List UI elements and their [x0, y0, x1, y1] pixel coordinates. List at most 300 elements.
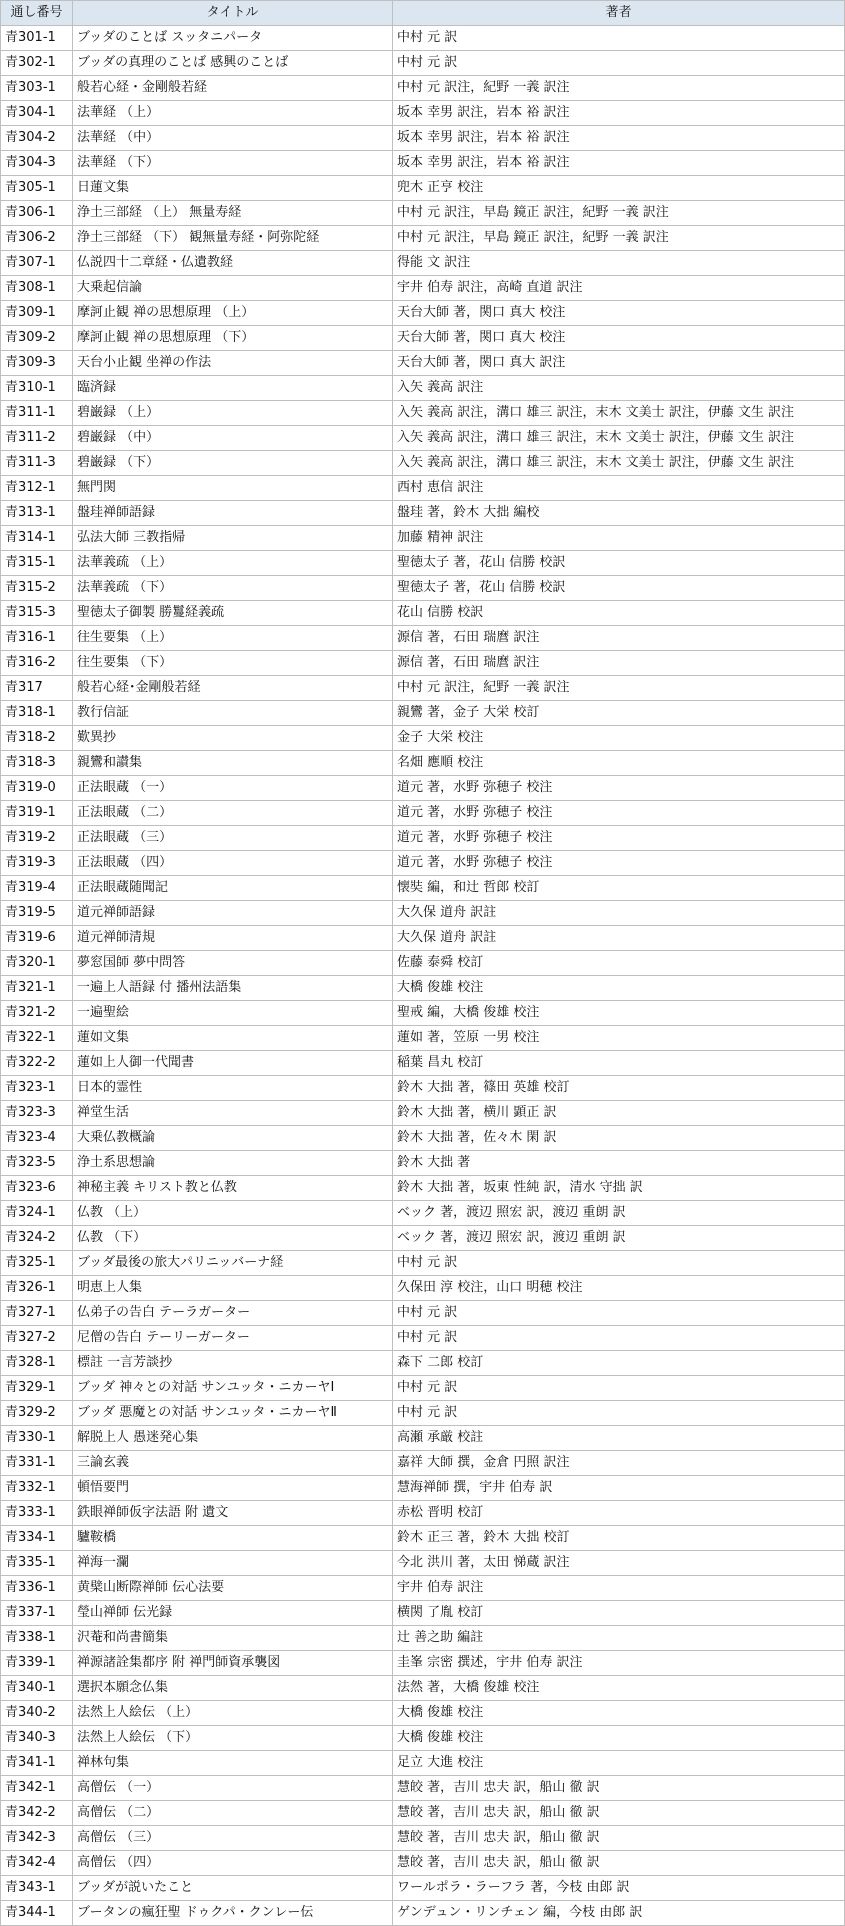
title-cell: 日蓮文集: [73, 176, 393, 201]
table-row: [1, 101, 845, 126]
title-cell: 盤珪禅師語録: [73, 501, 393, 526]
serial-number-cell: 青309-2: [1, 326, 73, 351]
table-row: [1, 201, 845, 226]
title-cell: 歎異抄: [73, 726, 393, 751]
author-cell: 久保田 淳 校注，山口 明穂 校注: [393, 1276, 845, 1301]
title-cell: 夢窓国師 夢中問答: [73, 951, 393, 976]
author-cell: ワールポラ・ラーフラ 著，今枝 由郎 訳: [393, 1876, 845, 1901]
table-row: [1, 1326, 845, 1351]
serial-number-cell: 青309-1: [1, 301, 73, 326]
author-cell: 親鸞 著，金子 大栄 校訂: [393, 701, 845, 726]
author-cell: 源信 著，石田 瑞麿 訳注: [393, 626, 845, 651]
serial-number-cell: 青342-4: [1, 1851, 73, 1876]
author-cell: 宇井 伯寿 訳注，高崎 直道 訳注: [393, 276, 845, 301]
title-cell: 法華経 （下）: [73, 151, 393, 176]
title-cell: 正法眼蔵 （二）: [73, 801, 393, 826]
serial-number-cell: 青312-1: [1, 476, 73, 501]
title-cell: 正法眼蔵 （四）: [73, 851, 393, 876]
title-cell: 碧巌録 （下）: [73, 451, 393, 476]
serial-number-cell: 青324-2: [1, 1226, 73, 1251]
serial-number-cell: 青306-2: [1, 226, 73, 251]
table-row: [1, 701, 845, 726]
serial-number-cell: 青335-1: [1, 1551, 73, 1576]
serial-number-cell: 青315-3: [1, 601, 73, 626]
author-cell: 赤松 晋明 校訂: [393, 1501, 845, 1526]
title-cell: 正法眼蔵随聞記: [73, 876, 393, 901]
table-row: [1, 851, 845, 876]
author-cell: 大橋 俊雄 校注: [393, 1726, 845, 1751]
header-serial-number: 通し番号: [1, 1, 73, 26]
author-cell: 中村 元 訳: [393, 1376, 845, 1401]
title-cell: 鉄眼禅師仮字法語 附 遺文: [73, 1501, 393, 1526]
title-cell: 仏教 （上）: [73, 1201, 393, 1226]
serial-number-cell: 青337-1: [1, 1601, 73, 1626]
author-cell: 圭峯 宗密 撰述，宇井 伯寿 訳注: [393, 1651, 845, 1676]
author-cell: 慧皎 著，吉川 忠夫 訳，船山 徹 訳: [393, 1851, 845, 1876]
title-cell: 仏教 （下）: [73, 1226, 393, 1251]
title-cell: 往生要集 （下）: [73, 651, 393, 676]
author-cell: 宇井 伯寿 訳注: [393, 1576, 845, 1601]
table-row: [1, 426, 845, 451]
author-cell: 中村 元 訳: [393, 1326, 845, 1351]
table-row: [1, 676, 845, 701]
author-cell: 横関 了胤 校訂: [393, 1601, 845, 1626]
serial-number-cell: 青329-1: [1, 1376, 73, 1401]
table-row: [1, 1751, 845, 1776]
serial-number-cell: 青323-1: [1, 1076, 73, 1101]
table-row: [1, 1051, 845, 1076]
table-row: [1, 1251, 845, 1276]
table-row: [1, 176, 845, 201]
table-row: [1, 301, 845, 326]
table-row: [1, 51, 845, 76]
author-cell: 入矢 義高 訳注，溝口 雄三 訳注，末木 文美士 訳注，伊藤 文生 訳注: [393, 401, 845, 426]
table-row: [1, 1826, 845, 1851]
title-cell: 浄土三部経 （上） 無量寿経: [73, 201, 393, 226]
author-cell: ベック 著，渡辺 照宏 訳，渡辺 重朗 訳: [393, 1226, 845, 1251]
header-row: [1, 1, 845, 26]
serial-number-cell: 青319-1: [1, 801, 73, 826]
table-row: [1, 1226, 845, 1251]
serial-number-cell: 青332-1: [1, 1476, 73, 1501]
title-cell: 天台小止観 坐禅の作法: [73, 351, 393, 376]
title-cell: 日本的霊性: [73, 1076, 393, 1101]
serial-number-cell: 青323-6: [1, 1176, 73, 1201]
serial-number-cell: 青321-1: [1, 976, 73, 1001]
table-row: [1, 1176, 845, 1201]
table-row: [1, 876, 845, 901]
title-cell: 仏弟子の告白 テーラガーター: [73, 1301, 393, 1326]
author-cell: 大橋 俊雄 校注: [393, 1701, 845, 1726]
table-row: [1, 751, 845, 776]
serial-number-cell: 青315-1: [1, 551, 73, 576]
title-cell: 解脱上人 愚迷発心集: [73, 1426, 393, 1451]
serial-number-cell: 青313-1: [1, 501, 73, 526]
title-cell: ブッダ 悪魔との対話 サンユッタ・ニカーヤⅡ: [73, 1401, 393, 1426]
author-cell: 鈴木 大拙 著，坂東 性純 訳，清水 守拙 訳: [393, 1176, 845, 1201]
title-cell: 黄檗山断際禅師 伝心法要: [73, 1576, 393, 1601]
author-cell: 道元 著，水野 弥穂子 校注: [393, 801, 845, 826]
table-row: [1, 601, 845, 626]
header-author: 著者: [393, 1, 845, 26]
serial-number-cell: 青319-3: [1, 851, 73, 876]
serial-number-cell: 青322-1: [1, 1026, 73, 1051]
serial-number-cell: 青340-3: [1, 1726, 73, 1751]
author-cell: 入矢 義高 訳注，溝口 雄三 訳注，末木 文美士 訳注，伊藤 文生 訳注: [393, 451, 845, 476]
serial-number-cell: 青340-1: [1, 1676, 73, 1701]
author-cell: 盤珪 著，鈴木 大拙 編校: [393, 501, 845, 526]
serial-number-cell: 青321-2: [1, 1001, 73, 1026]
serial-number-cell: 青309-3: [1, 351, 73, 376]
serial-number-cell: 青333-1: [1, 1501, 73, 1526]
title-cell: 禅堂生活: [73, 1101, 393, 1126]
title-cell: 神秘主義 キリスト教と仏教: [73, 1176, 393, 1201]
title-cell: 法然上人絵伝 （下）: [73, 1726, 393, 1751]
title-cell: 禅海一瀾: [73, 1551, 393, 1576]
table-row: [1, 801, 845, 826]
title-cell: 蓮如上人御一代聞書: [73, 1051, 393, 1076]
title-cell: 大乗起信論: [73, 276, 393, 301]
serial-number-cell: 青302-1: [1, 51, 73, 76]
table-row: [1, 1126, 845, 1151]
serial-number-cell: 青308-1: [1, 276, 73, 301]
serial-number-cell: 青310-1: [1, 376, 73, 401]
serial-number-cell: 青316-2: [1, 651, 73, 676]
serial-number-cell: 青343-1: [1, 1876, 73, 1901]
title-cell: ブッダ 神々との対話 サンユッタ・ニカーヤⅠ: [73, 1376, 393, 1401]
serial-number-cell: 青323-3: [1, 1101, 73, 1126]
serial-number-cell: 青307-1: [1, 251, 73, 276]
title-cell: 碧巌録 （中）: [73, 426, 393, 451]
table-row: [1, 1376, 845, 1401]
title-cell: 法華義疏 （上）: [73, 551, 393, 576]
serial-number-cell: 青311-2: [1, 426, 73, 451]
serial-number-cell: 青326-1: [1, 1276, 73, 1301]
author-cell: 今北 洪川 著，太田 悌蔵 訳注: [393, 1551, 845, 1576]
serial-number-cell: 青324-1: [1, 1201, 73, 1226]
serial-number-cell: 青304-3: [1, 151, 73, 176]
author-cell: 坂本 幸男 訳注，岩本 裕 訳注: [393, 126, 845, 151]
author-cell: 中村 元 訳注，早島 鏡正 訳注，紀野 一義 訳注: [393, 201, 845, 226]
author-cell: 慧皎 著，吉川 忠夫 訳，船山 徹 訳: [393, 1776, 845, 1801]
serial-number-cell: 青306-1: [1, 201, 73, 226]
serial-number-cell: 青314-1: [1, 526, 73, 551]
table-row: [1, 501, 845, 526]
table-row: [1, 951, 845, 976]
author-cell: 慧皎 著，吉川 忠夫 訳，船山 徹 訳: [393, 1801, 845, 1826]
serial-number-cell: 青339-1: [1, 1651, 73, 1676]
title-cell: 尼僧の告白 テーリーガーター: [73, 1326, 393, 1351]
table-row: [1, 1676, 845, 1701]
title-cell: 選択本願念仏集: [73, 1676, 393, 1701]
author-cell: 中村 元 訳注，紀野 一義 訳注: [393, 676, 845, 701]
author-cell: 坂本 幸男 訳注，岩本 裕 訳注: [393, 101, 845, 126]
table-row: [1, 1451, 845, 1476]
table-row: [1, 1401, 845, 1426]
table-row: [1, 1276, 845, 1301]
serial-number-cell: 青305-1: [1, 176, 73, 201]
author-cell: 源信 著，石田 瑞麿 訳注: [393, 651, 845, 676]
title-cell: 浄土系思想論: [73, 1151, 393, 1176]
author-cell: ゲンデュン・リンチェン 編，今枝 由郎 訳: [393, 1901, 845, 1926]
title-cell: 摩訶止観 禅の思想原理 （上）: [73, 301, 393, 326]
table-row: [1, 1351, 845, 1376]
title-cell: 法然上人絵伝 （上）: [73, 1701, 393, 1726]
author-cell: ベック 著，渡辺 照宏 訳，渡辺 重朗 訳: [393, 1201, 845, 1226]
serial-number-cell: 青330-1: [1, 1426, 73, 1451]
table-row: [1, 1726, 845, 1751]
serial-number-cell: 青304-2: [1, 126, 73, 151]
author-cell: 慧皎 著，吉川 忠夫 訳，船山 徹 訳: [393, 1826, 845, 1851]
title-cell: 禅源諸詮集都序 附 禅門師資承襲図: [73, 1651, 393, 1676]
author-cell: 蓮如 著，笠原 一男 校注: [393, 1026, 845, 1051]
serial-number-cell: 青318-3: [1, 751, 73, 776]
author-cell: 嘉祥 大師 撰，金倉 円照 訳注: [393, 1451, 845, 1476]
title-cell: 驢鞍橋: [73, 1526, 393, 1551]
table-row: [1, 1426, 845, 1451]
table-row: [1, 576, 845, 601]
author-cell: 天台大師 著，関口 真大 校注: [393, 301, 845, 326]
serial-number-cell: 青336-1: [1, 1576, 73, 1601]
title-cell: 道元禅師清規: [73, 926, 393, 951]
table-row: [1, 251, 845, 276]
serial-number-cell: 青318-2: [1, 726, 73, 751]
serial-number-cell: 青311-1: [1, 401, 73, 426]
table-row: [1, 1626, 845, 1651]
table-row: [1, 1601, 845, 1626]
author-cell: 慧海禅師 撰，宇井 伯寿 訳: [393, 1476, 845, 1501]
header-title: タイトル: [73, 1, 393, 26]
table-row: [1, 726, 845, 751]
table-row: [1, 1476, 845, 1501]
serial-number-cell: 青328-1: [1, 1351, 73, 1376]
title-cell: 法華経 （中）: [73, 126, 393, 151]
serial-number-cell: 青322-2: [1, 1051, 73, 1076]
table-row: [1, 1701, 845, 1726]
table-row: [1, 1101, 845, 1126]
title-cell: ブータンの瘋狂聖 ドゥクパ・クンレー伝: [73, 1901, 393, 1926]
serial-number-cell: 青327-1: [1, 1301, 73, 1326]
author-cell: 高瀬 承厳 校註: [393, 1426, 845, 1451]
author-cell: 鈴木 大拙 著，佐々木 閑 訳: [393, 1126, 845, 1151]
author-cell: 中村 元 訳: [393, 1401, 845, 1426]
title-cell: 標註 一言芳談抄: [73, 1351, 393, 1376]
author-cell: 中村 元 訳: [393, 26, 845, 51]
author-cell: 鈴木 大拙 著: [393, 1151, 845, 1176]
title-cell: ブッダが説いたこと: [73, 1876, 393, 1901]
table-row: [1, 526, 845, 551]
author-cell: 中村 元 訳: [393, 1301, 845, 1326]
author-cell: 兜木 正亨 校注: [393, 176, 845, 201]
author-cell: 中村 元 訳: [393, 51, 845, 76]
author-cell: 得能 文 訳注: [393, 251, 845, 276]
serial-number-cell: 青342-2: [1, 1801, 73, 1826]
title-cell: 高僧伝 （二）: [73, 1801, 393, 1826]
title-cell: 弘法大師 三教指帰: [73, 526, 393, 551]
table-row: [1, 626, 845, 651]
title-cell: ブッダの真理のことば 感興のことば: [73, 51, 393, 76]
author-cell: 中村 元 訳: [393, 1251, 845, 1276]
table-row: [1, 126, 845, 151]
author-cell: 聖戒 編，大橋 俊雄 校注: [393, 1001, 845, 1026]
title-cell: 道元禅師語録: [73, 901, 393, 926]
serial-number-cell: 青317: [1, 676, 73, 701]
title-cell: 明恵上人集: [73, 1276, 393, 1301]
title-cell: 正法眼蔵 （一）: [73, 776, 393, 801]
table-row: [1, 1526, 845, 1551]
serial-number-cell: 青319-2: [1, 826, 73, 851]
table-row: [1, 976, 845, 1001]
author-cell: 西村 恵信 訳注: [393, 476, 845, 501]
serial-number-cell: 青316-1: [1, 626, 73, 651]
serial-number-cell: 青344-1: [1, 1901, 73, 1926]
author-cell: 聖徳太子 著，花山 信勝 校訳: [393, 551, 845, 576]
author-cell: 稲葉 昌丸 校訂: [393, 1051, 845, 1076]
title-cell: 般若心経・金剛般若経: [73, 76, 393, 101]
table-row: [1, 651, 845, 676]
serial-number-cell: 青320-1: [1, 951, 73, 976]
author-cell: 道元 著，水野 弥穂子 校注: [393, 851, 845, 876]
author-cell: 森下 二郎 校訂: [393, 1351, 845, 1376]
author-cell: 鈴木 大拙 著，篠田 英雄 校訂: [393, 1076, 845, 1101]
author-cell: 懐奘 編，和辻 哲郎 校訂: [393, 876, 845, 901]
table-row: [1, 901, 845, 926]
table-row: [1, 1776, 845, 1801]
author-cell: 天台大師 著，関口 真大 校注: [393, 326, 845, 351]
author-cell: 辻 善之助 編註: [393, 1626, 845, 1651]
serial-number-cell: 青340-2: [1, 1701, 73, 1726]
author-cell: 入矢 義高 訳注: [393, 376, 845, 401]
table-row: [1, 1301, 845, 1326]
serial-number-cell: 青311-3: [1, 451, 73, 476]
author-cell: 名畑 應順 校注: [393, 751, 845, 776]
title-cell: 高僧伝 （四）: [73, 1851, 393, 1876]
author-cell: 大久保 道舟 訳註: [393, 901, 845, 926]
serial-number-cell: 青325-1: [1, 1251, 73, 1276]
serial-number-cell: 青342-3: [1, 1826, 73, 1851]
table-row: [1, 401, 845, 426]
author-cell: 道元 著，水野 弥穂子 校注: [393, 776, 845, 801]
author-cell: 中村 元 訳注，紀野 一義 訳注: [393, 76, 845, 101]
serial-number-cell: 青334-1: [1, 1526, 73, 1551]
title-cell: 禅林句集: [73, 1751, 393, 1776]
title-cell: 親鸞和讃集: [73, 751, 393, 776]
author-cell: 大橋 俊雄 校注: [393, 976, 845, 1001]
title-cell: 瑩山禅師 伝光録: [73, 1601, 393, 1626]
table-row: [1, 451, 845, 476]
author-cell: 鈴木 大拙 著，横川 顕正 訳: [393, 1101, 845, 1126]
serial-number-cell: 青327-2: [1, 1326, 73, 1351]
title-cell: 法華経 （上）: [73, 101, 393, 126]
serial-number-cell: 青303-1: [1, 76, 73, 101]
title-cell: 頓悟要門: [73, 1476, 393, 1501]
table-row: [1, 1201, 845, 1226]
author-cell: 入矢 義高 訳注，溝口 雄三 訳注，末木 文美士 訳注，伊藤 文生 訳注: [393, 426, 845, 451]
title-cell: 聖徳太子御製 勝鬘経義疏: [73, 601, 393, 626]
author-cell: 金子 大栄 校注: [393, 726, 845, 751]
title-cell: 一遍上人語録 付 播州法語集: [73, 976, 393, 1001]
table-row: [1, 1801, 845, 1826]
author-cell: 鈴木 正三 著，鈴木 大拙 校訂: [393, 1526, 845, 1551]
serial-number-cell: 青341-1: [1, 1751, 73, 1776]
table-row: [1, 551, 845, 576]
table-row: [1, 276, 845, 301]
serial-number-cell: 青319-4: [1, 876, 73, 901]
table-row: [1, 1576, 845, 1601]
author-cell: 聖徳太子 著，花山 信勝 校訳: [393, 576, 845, 601]
title-cell: ブッダ最後の旅大パリニッバーナ経: [73, 1251, 393, 1276]
title-cell: 高僧伝 （一）: [73, 1776, 393, 1801]
serial-number-cell: 青323-5: [1, 1151, 73, 1176]
title-cell: 法華義疏 （下）: [73, 576, 393, 601]
title-cell: 教行信証: [73, 701, 393, 726]
title-cell: 蓮如文集: [73, 1026, 393, 1051]
table-row: [1, 326, 845, 351]
author-cell: 道元 著，水野 弥穂子 校注: [393, 826, 845, 851]
table-row: [1, 1001, 845, 1026]
table-row: [1, 226, 845, 251]
author-cell: 加藤 精神 訳注: [393, 526, 845, 551]
serial-number-cell: 青315-2: [1, 576, 73, 601]
serial-number-cell: 青329-2: [1, 1401, 73, 1426]
title-cell: 一遍聖絵: [73, 1001, 393, 1026]
table-row: [1, 1851, 845, 1876]
serial-number-cell: 青304-1: [1, 101, 73, 126]
title-cell: 沢菴和尚書簡集: [73, 1626, 393, 1651]
title-cell: 碧巌録 （上）: [73, 401, 393, 426]
title-cell: 往生要集 （上）: [73, 626, 393, 651]
table-row: [1, 76, 845, 101]
title-cell: 正法眼蔵 （三）: [73, 826, 393, 851]
table-row: [1, 476, 845, 501]
author-cell: 大久保 道舟 訳註: [393, 926, 845, 951]
author-cell: 花山 信勝 校訳: [393, 601, 845, 626]
table-row: [1, 1901, 845, 1926]
author-cell: 法然 著，大橋 俊雄 校注: [393, 1676, 845, 1701]
title-cell: 摩訶止観 禅の思想原理 （下）: [73, 326, 393, 351]
table-row: [1, 826, 845, 851]
serial-number-cell: 青319-6: [1, 926, 73, 951]
table-row: [1, 1151, 845, 1176]
table-row: [1, 1876, 845, 1901]
table-body: [1, 26, 845, 1926]
title-cell: 般若心経･金剛般若経: [73, 676, 393, 701]
serial-number-cell: 青338-1: [1, 1626, 73, 1651]
title-cell: 浄土三部経 （下） 観無量寿経・阿弥陀経: [73, 226, 393, 251]
author-cell: 天台大師 著，関口 真大 訳注: [393, 351, 845, 376]
title-cell: 臨済録: [73, 376, 393, 401]
table-row: [1, 151, 845, 176]
title-cell: ブッダのことば スッタニパータ: [73, 26, 393, 51]
table-row: [1, 1026, 845, 1051]
title-cell: 三論玄義: [73, 1451, 393, 1476]
title-cell: 仏説四十二章経・仏遺教経: [73, 251, 393, 276]
serial-number-cell: 青331-1: [1, 1451, 73, 1476]
author-cell: 中村 元 訳注，早島 鏡正 訳注，紀野 一義 訳注: [393, 226, 845, 251]
author-cell: 佐藤 泰舜 校訂: [393, 951, 845, 976]
serial-number-cell: 青318-1: [1, 701, 73, 726]
table-row: [1, 376, 845, 401]
title-cell: 大乗仏教概論: [73, 1126, 393, 1151]
table-row: [1, 1651, 845, 1676]
table-row: [1, 26, 845, 51]
title-cell: 高僧伝 （三）: [73, 1826, 393, 1851]
table-row: [1, 1076, 845, 1101]
title-cell: 無門関: [73, 476, 393, 501]
serial-number-cell: 青301-1: [1, 26, 73, 51]
table-row: [1, 351, 845, 376]
author-cell: 坂本 幸男 訳注，岩本 裕 訳注: [393, 151, 845, 176]
